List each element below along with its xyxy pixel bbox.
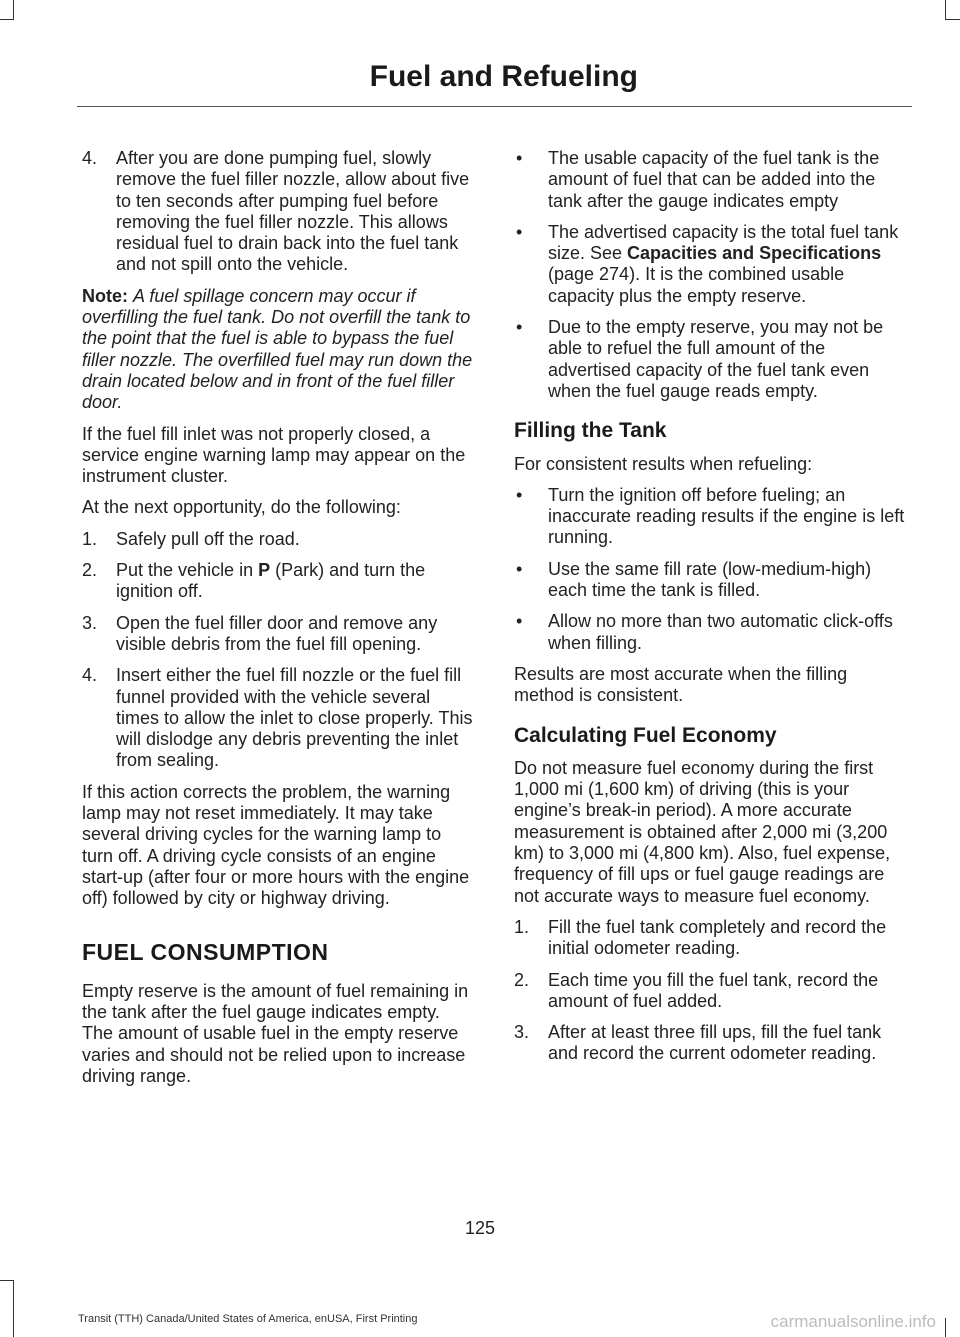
paragraph: Results are most accurate when the filling method is consistent. [514, 663, 848, 706]
list-number: 2. [514, 969, 530, 990]
bullet-item [514, 485, 906, 549]
list-text-post: (Park) and turn the ignition off. [116, 560, 426, 602]
bullet-icon: • [516, 317, 523, 338]
section-heading: FUEL CONSUMPTION [82, 938, 329, 965]
bullet-text: Use the same fill rate (low-medium-high) each time the tank is filled. [548, 558, 872, 601]
cross-reference-link[interactable]: Capacities and Specifications [627, 243, 882, 264]
bullet-text-post: (page 274). It is the combined usable capacity plus the empty reserve. [548, 264, 845, 306]
subsection-heading: Filling the Tank [514, 419, 667, 443]
paragraph: If the fuel fill inlet was not properly closed, a service engine warning lamp may appear on the instrument cluster. [82, 423, 466, 487]
crop-mark [13, 0, 14, 20]
paragraph: If this action corrects the problem, the warning lamp may not reset immediately. It may take several driving cycles for the warning lamp to turn off. A driving cycle consists of an engine start-up (after four or more hours with the engine off) followed by city or highway driving. [82, 781, 470, 909]
bullet-text: The usable capacity of the fuel tank is the amount of fuel that can be added into the tank after the gauge indicates empty [548, 148, 880, 211]
bullet-icon: • [516, 558, 523, 579]
list-item [82, 560, 474, 603]
list-number: 2. [82, 560, 98, 581]
paragraph: Empty reserve is the amount of fuel remaining in the tank after the fuel gauge indicates empty. The amount of usable fuel in the empty reserve varies and should not be relied upon to increase driving range. [82, 980, 469, 1086]
bullet-icon: • [516, 611, 523, 632]
bullet-text: Allow no more than two automatic click-offs when filling. [548, 611, 893, 653]
bullet-icon: • [516, 484, 523, 505]
list-text: After at least three fill ups, fill the fuel tank and record the current odometer reading. [548, 1022, 882, 1064]
list-text: Safely pull off the road. [116, 528, 300, 549]
bullet-item [514, 317, 906, 402]
list-number: 4. [82, 665, 98, 686]
note-label: Note: [82, 285, 128, 306]
list-item [82, 529, 474, 550]
list-text: Each time you fill the fuel tank, record the amount of fuel added. [548, 969, 879, 1011]
crop-mark [946, 19, 960, 20]
note [82, 286, 474, 414]
list-number: 1. [514, 916, 530, 937]
paragraph: At the next opportunity, do the following: [82, 497, 401, 518]
bullet-text-pre: The advertised capacity is the total fuel tank size. See [548, 221, 899, 264]
bullet-text: Due to the empty reserve, you may not be able to refuel the full amount of the advertised capacity of the fuel tank even when the fuel gauge reads empty. [548, 317, 884, 401]
bullet-text: Turn the ignition off before fueling; an inaccurate reading results if the engine is left running. [548, 484, 905, 548]
bullet-text [548, 222, 898, 306]
page-number: 125 [464, 1218, 496, 1238]
crop-mark [945, 1318, 946, 1337]
header-divider [77, 106, 912, 107]
list-item [514, 1022, 906, 1065]
list-item [514, 970, 906, 1013]
right-column [514, 148, 906, 1075]
crop-mark [945, 0, 946, 20]
page-title: Fuel and Refueling [369, 60, 638, 93]
bullet-icon: • [516, 148, 523, 168]
list-item [514, 917, 906, 960]
list-item [82, 148, 474, 276]
list-number: 4. [82, 148, 98, 168]
list-number: 1. [82, 528, 98, 549]
crop-mark [0, 19, 14, 20]
crop-mark [13, 1280, 14, 1337]
park-gear-label: P [258, 560, 271, 581]
paragraph: For consistent results when refueling: [514, 453, 813, 474]
note-text: A fuel spillage concern may occur if overfilling the fuel tank. Do not overfill the tank to the point that the fuel is able to bypass the fuel filler nozzle. The overfilled fuel may run down the drain located below and in front of the fuel filler door. [82, 285, 473, 413]
list-number: 3. [82, 612, 98, 633]
list-text: Insert either the fuel fill nozzle or the fuel fill funnel provided with the vehicle several times to allow the inlet to close properly. This will dislodge any debris preventing the inlet from sealing. [116, 665, 473, 771]
crop-mark [0, 1280, 14, 1281]
list-text [116, 560, 425, 601]
bullet-item [514, 611, 906, 654]
list-text: Fill the fuel tank completely and record the initial odometer reading. [548, 916, 887, 959]
left-column [82, 148, 474, 1097]
bullet-item [514, 559, 906, 602]
list-item [82, 613, 474, 656]
watermark: carmanualsonline.info [770, 1312, 936, 1331]
bullet-item [514, 222, 906, 307]
footer-text: Transit (TTH) Canada/United States of America, enUSA, First Printing [78, 1313, 418, 1325]
list-text: Open the fuel filler door and remove any visible debris from the fuel fill opening. [116, 612, 438, 654]
list-item [82, 665, 474, 771]
list-number: 3. [514, 1022, 530, 1043]
bullet-item [514, 148, 906, 212]
list-text: After you are done pumping fuel, slowly remove the fuel filler nozzle, allow about five to ten seconds after pumping fuel before removing the fuel filler nozzle. This allows residual fuel to drain back into the fuel tank and not spill onto the vehicle. [116, 148, 470, 275]
paragraph: Do not measure fuel economy during the first 1,000 mi (1,600 km) of driving (this is your engine’s break-in period). A more accurate measurement is obtained after 2,000 mi (3,200 km) to 3,000 mi (4,800 km). Also, fuel expense, frequency of fill ups or fuel gauge readings are not accurate ways to measure fuel economy. [514, 757, 891, 906]
list-text-pre: Put the vehicle in [116, 560, 259, 581]
bullet-icon: • [516, 221, 523, 242]
subsection-heading: Calculating Fuel Economy [514, 723, 777, 747]
